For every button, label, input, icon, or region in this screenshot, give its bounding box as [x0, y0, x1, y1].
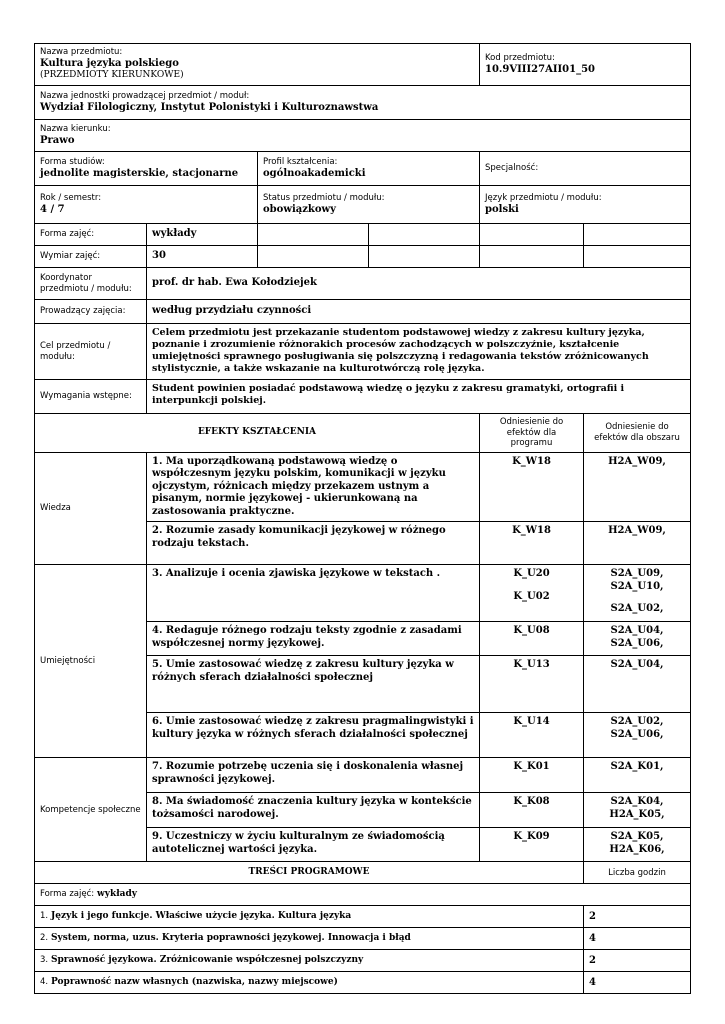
content-row-number: 4.: [40, 977, 49, 988]
subject-cell: [35, 44, 480, 86]
language-label: Język przedmiotu / modułu:: [485, 192, 602, 203]
outcomes-title: EFEKTY KSZTAŁCENIA: [35, 414, 480, 453]
content-row-text: System, norma, uzus. Kryteria poprawności językowej. Innowacja i błąd: [51, 933, 411, 944]
outcome-group-name: Kompetencje społeczne: [35, 758, 147, 862]
prereq-value: Student powinien posiadać podstawową wiedzę o języku z zakresu gramatyki, ortografii i interpunkcji polskiej.: [147, 380, 691, 414]
content-row: [35, 906, 691, 928]
outcome-area-cell: [584, 828, 691, 862]
year-row: [35, 186, 691, 224]
unit-cell: [35, 86, 691, 120]
empty-cell: [258, 224, 369, 246]
outcome-text: 4. Redaguje różnego rodzaju teksty zgodnie z zasadami współczesnej normy językowej.: [147, 622, 480, 656]
outcome-program-code: K_K01: [480, 758, 584, 793]
outcome-area-code: S2A_U09,: [610, 568, 664, 580]
empty-cell: [369, 224, 480, 246]
profile-cell: [258, 152, 480, 186]
content-row-text-cell: [35, 928, 584, 950]
year-label: Rok / semestr:: [40, 192, 102, 203]
content-form-label: Forma zajęć:: [40, 889, 95, 900]
content-form-cell: [35, 884, 691, 906]
area-ref-header: Odniesienie do efektów dla obszaru: [584, 414, 691, 453]
outcome-area-cell: [584, 622, 691, 656]
study-form-row: [35, 152, 691, 186]
outcome-area-code: H2A_W09,: [584, 452, 691, 522]
outcome-area-code: S2A_U06,: [610, 637, 664, 649]
outcome-program-code: K_U14: [480, 713, 584, 758]
study-form-value: jednolite magisterskie, stacjonarne: [40, 167, 239, 179]
subject-group: (PRZEDMIOTY KIERUNKOWE): [40, 70, 184, 81]
status-value: obowiązkowy: [263, 203, 336, 215]
goal-row: [35, 324, 691, 380]
outcome-text: 9. Uczestniczy w życiu kulturalnym ze świadomością autotelicznej wartości języka.: [147, 828, 480, 862]
content-hours-header: Liczba godzin: [584, 862, 691, 884]
outcome-area-code: H2A_K06,: [609, 843, 665, 855]
outcome-group-name: Wiedza: [35, 452, 147, 565]
outcome-area-code: S2A_U10,: [610, 580, 664, 592]
content-form-value: wykłady: [97, 889, 138, 900]
content-row-text-cell: [35, 950, 584, 972]
outcome-area-cell: [584, 713, 691, 758]
language-cell: [480, 186, 691, 224]
code-label: Kod przedmiotu:: [485, 52, 555, 63]
content-row-text-cell: [35, 972, 584, 994]
content-row-text: Sprawność językowa. Zróżnicowanie współczesnej polszczyzny: [51, 955, 364, 966]
empty-cell: [369, 246, 480, 268]
content-row: [35, 950, 691, 972]
class-form-label: Forma zajęć:: [35, 224, 147, 246]
content-row-text-cell: [35, 906, 584, 928]
outcome-area-code: S2A_K05,: [610, 831, 664, 843]
outcome-text: 2. Rozumie zasady komunikacji językowej w różnego rodzaju tekstach.: [147, 522, 480, 565]
language-value: polski: [485, 203, 519, 215]
content-form-row: [35, 884, 691, 906]
content-row-number: 2.: [40, 933, 49, 944]
prereq-label: Wymagania wstępne:: [35, 380, 147, 414]
teachers-row: [35, 300, 691, 324]
field-row: [35, 120, 691, 152]
empty-cell: [584, 246, 691, 268]
program-ref-header: Odniesienie do efektów dla programu: [480, 414, 584, 453]
outcome-area-code: S2A_K01,: [584, 758, 691, 793]
unit-value: Wydział Filologiczny, Instytut Polonistyki i Kulturoznawstwa: [40, 101, 379, 113]
outcome-text: 8. Ma świadomość znaczenia kultury języka w kontekście tożsamości narodowej.: [147, 793, 480, 828]
class-form-row: [35, 224, 691, 246]
outcome-group-name: Umiejętności: [35, 565, 147, 758]
teachers-label: Prowadzący zajęcia:: [35, 300, 147, 324]
status-label: Status przedmiotu / modułu:: [263, 192, 385, 203]
coordinator-label: Koordynator przedmiotu / modułu:: [35, 268, 147, 300]
outcome-area-code: H2A_K05,: [609, 808, 665, 820]
syllabus-page: [34, 43, 690, 994]
unit-label: Nazwa jednostki prowadzącej przedmiot / moduł:: [40, 90, 250, 101]
subject-name: Kultura języka polskiego: [40, 57, 179, 69]
outcome-program-code: K_U13: [480, 656, 584, 713]
outcome-area-code: H2A_W09,: [584, 522, 691, 565]
outcome-text: 5. Umie zastosować wiedzę z zakresu kultury języka w różnych sferach działalności społecznej: [147, 656, 480, 713]
content-header-row: [35, 862, 691, 884]
specialty-label: Specjalność:: [485, 163, 539, 174]
content-title: TREŚCI PROGRAMOWE: [35, 862, 584, 884]
content-row-number: 3.: [40, 955, 49, 966]
content-row: [35, 928, 691, 950]
outcome-program-code: K_U02: [513, 590, 550, 602]
outcome-area-code: S2A_U04,: [610, 625, 664, 637]
field-label: Nazwa kierunku:: [40, 123, 111, 134]
outcome-program-code: K_W18: [480, 452, 584, 522]
code-cell: [480, 44, 691, 86]
class-form-value: wykłady: [147, 224, 258, 246]
goal-value: Celem przedmiotu jest przekazanie studentom podstawowej wiedzy z zakresu kultury języka, poznanie i zrozumienie różnorakich procesów zachodzących w polszczyźnie, kształcenie umiejętności sprawnego posługiwania się polszczyzną i redagowania tekstów zróżnicowanych stylistycznie, a także wskazanie na kulturotwórczą rolę języka.: [147, 324, 691, 380]
hours-value: 30: [147, 246, 258, 268]
outcome-program-cell: [480, 565, 584, 622]
empty-cell: [480, 224, 584, 246]
outcome-text: 6. Umie zastosować wiedzę z zakresu pragmalingwistyki i kultury języka w różnych sferach działalności społecznej: [147, 713, 480, 758]
coordinator-value: prof. dr hab. Ewa Kołodziejek: [147, 268, 691, 300]
goal-label: Cel przedmiotu / modułu:: [35, 324, 147, 380]
outcome-area-code: S2A_U06,: [610, 728, 664, 740]
subject-row: [35, 44, 691, 86]
outcome-program-code: K_K08: [480, 793, 584, 828]
status-cell: [258, 186, 480, 224]
outcome-text: 3. Analizuje i ocenia zjawiska językowe w tekstach .: [147, 565, 480, 622]
outcome-text: 1. Ma uporządkowaną podstawową wiedzę o współczesnym języku polskim, komunikacji w języku ojczystym, różnicach między przekazem ustnym a pisanym, normie językowej - ukierunkowaną na zastosowania praktyczne.: [147, 452, 480, 522]
field-cell: [35, 120, 691, 152]
outcome-program-code: K_K09: [480, 828, 584, 862]
content-row: [35, 972, 691, 994]
teachers-value: według przydziału czynności: [147, 300, 691, 324]
field-value: Prawo: [40, 134, 75, 146]
prereq-row: [35, 380, 691, 414]
coordinator-row: [35, 268, 691, 300]
empty-cell: [480, 246, 584, 268]
code-value: 10.9VIII27AII01_50: [485, 63, 596, 75]
empty-cell: [584, 224, 691, 246]
hours-label: Wymiar zajęć:: [35, 246, 147, 268]
content-row-number: 1.: [40, 911, 49, 922]
outcome-program-code: K_U08: [480, 622, 584, 656]
outcome-area-cell: [584, 793, 691, 828]
content-row-hours: 2: [584, 906, 691, 928]
empty-cell: [258, 246, 369, 268]
hours-row: [35, 246, 691, 268]
outcome-row: [35, 758, 691, 793]
outcomes-header-row: [35, 414, 691, 453]
content-row-text: Język i jego funkcje. Właściwe użycie języka. Kultura języka: [51, 911, 352, 922]
study-form-cell: [35, 152, 258, 186]
study-form-label: Forma studiów:: [40, 156, 105, 167]
outcome-area-code: S2A_U04,: [584, 656, 691, 713]
unit-row: [35, 86, 691, 120]
outcome-area-cell: [584, 565, 691, 622]
year-value: 4 / 7: [40, 203, 65, 215]
content-row-text: Poprawność nazw własnych (nazwiska, nazwy miejscowe): [51, 977, 338, 988]
content-row-hours: 2: [584, 950, 691, 972]
profile-label: Profil kształcenia:: [263, 156, 338, 167]
outcome-row: [35, 565, 691, 622]
profile-value: ogólnoakademicki: [263, 167, 366, 179]
outcome-area-code: S2A_U02,: [610, 716, 664, 728]
subject-label: Nazwa przedmiotu:: [40, 47, 123, 57]
content-row-hours: 4: [584, 972, 691, 994]
outcome-program-code: K_U20: [513, 568, 550, 580]
syllabus-table: [34, 43, 691, 994]
outcome-program-code: K_W18: [480, 522, 584, 565]
outcome-row: [35, 452, 691, 522]
specialty-cell: [480, 152, 691, 186]
outcome-text: 7. Rozumie potrzebę uczenia się i doskonalenia własnej sprawności językowej.: [147, 758, 480, 793]
outcome-area-code: S2A_K04,: [610, 796, 664, 808]
content-row-hours: 4: [584, 928, 691, 950]
outcome-area-code: S2A_U02,: [610, 603, 664, 615]
year-cell: [35, 186, 258, 224]
